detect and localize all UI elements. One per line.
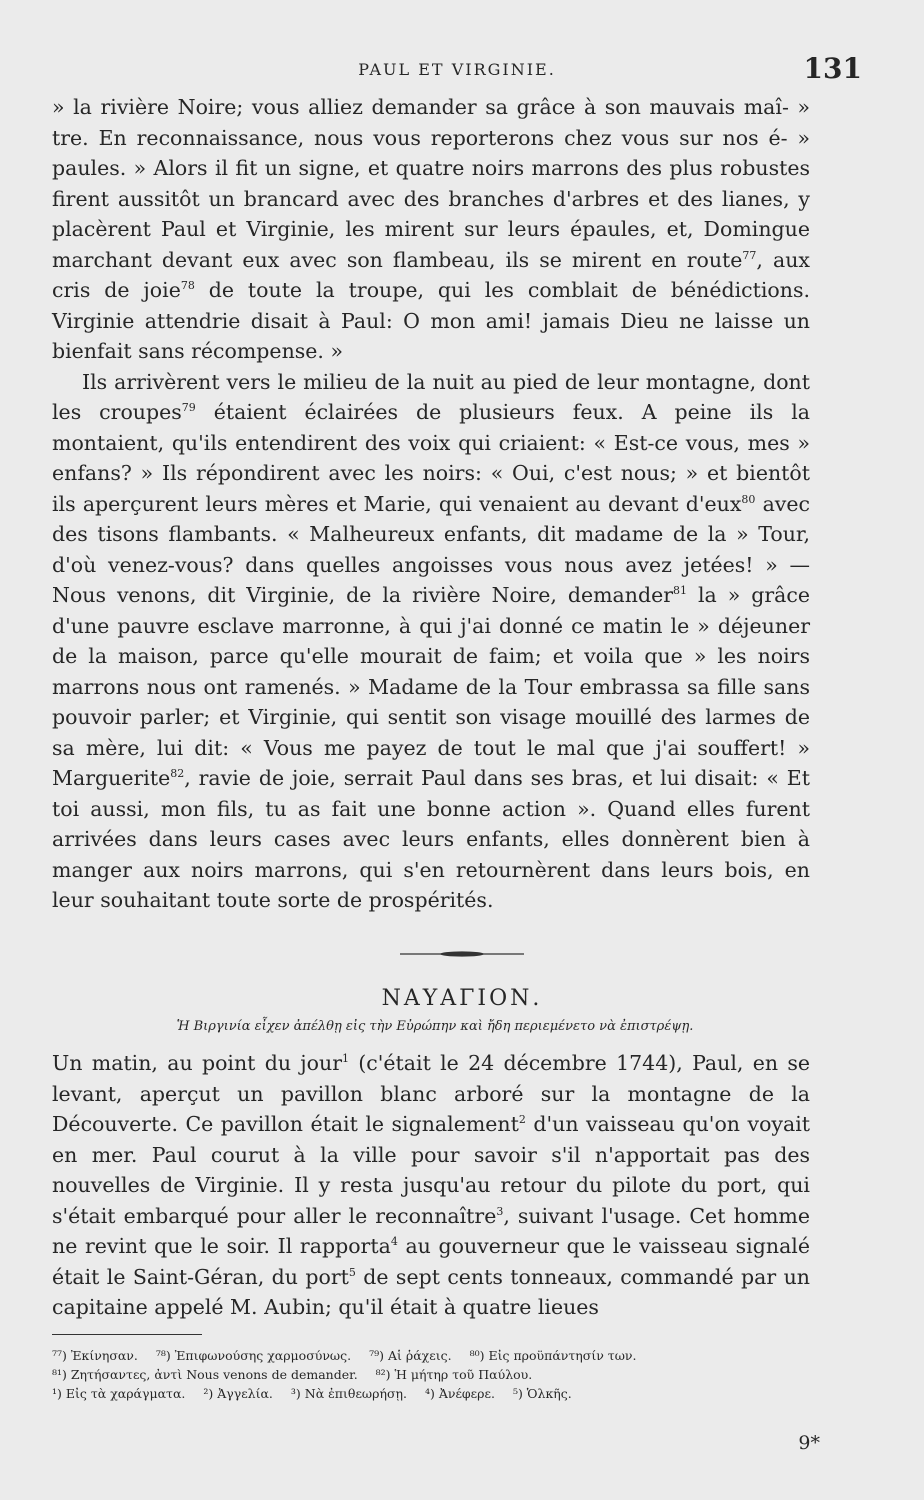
footnote: ⁷⁹) Αἱ ῥάχεις. <box>369 1348 452 1363</box>
footnote: ³) Νὰ ἐπιθεωρήσῃ. <box>290 1386 407 1401</box>
footnote: ⁴) Ἀνέφερε. <box>424 1386 495 1401</box>
footnote: ⁸¹) Ζητήσαντες, ἀντὶ Nous venons de demander. <box>52 1367 358 1382</box>
running-title: PAUL ET VIRGINIE. <box>358 60 556 79</box>
footnotes <box>52 1346 817 1403</box>
footnote: ⁸⁰) Εἰς προϋπάντησίν των. <box>469 1348 637 1363</box>
footnote: ⁷⁷) Ἐκίνησαν. <box>52 1348 138 1363</box>
footnote: ¹) Εἰς τὰ χαράγματα. <box>52 1386 186 1401</box>
paragraph: » la rivière Noire; vous alliez demander sa grâce à son mauvais maî- » tre. En reconnaissance, nous vous reporterons chez vous sur nos é- » paules. » Alors il fit un signe, et quatre noirs marrons des plus robustes firent aussitôt un brancard avec des branches d'arbres et des lianes, y placèrent Paul et Virginie, les mirent sur leurs épaules, et, Domingue marchant devant eux avec son flambeau, ils se mirent en route$^{77}$, aux cris de joie$^{78}$ de toute la troupe, qui les comblait de bénédictions. Virginie attendrie disait à Paul: O mon ami! jamais Dieu ne laisse un bienfait sans récompense. » <box>52 95 810 363</box>
footnote-line <box>52 1365 817 1384</box>
footnote-line <box>52 1384 817 1403</box>
footnote-line <box>52 1346 817 1365</box>
section-gloss: Ἡ Βιργινία εἶχεν ἀπέλθῃ εἰς τὴν Εὐρώπην καὶ ἤδη περιεμένετο νὰ ἐπιστρέψῃ. <box>176 1019 694 1034</box>
footnote: ⁷⁸) Ἐπιφωνούσης χαρμοσύνως. <box>155 1348 352 1363</box>
footnote-rule <box>52 1334 202 1335</box>
page-header <box>52 52 862 86</box>
section-divider-ornament <box>400 951 524 957</box>
paragraph: Ils arrivèrent vers le milieu de la nuit au pied de leur montagne, dont les croupes$^{79}$ étaient éclairées de plusieurs feux. A peine ils la montaient, qu'ils entendirent des voix qui criaient: « Est-ce vous, mes » enfans? » Ils répondirent avec les noirs: « Oui, c'est nous; » et bientôt ils aperçurent leurs mères et Marie, qui venaient au devant d'eux$^{80}$ avec des tisons flambants. « Malheureux enfants, dit madame de la » Tour, d'où venez-vous? dans quelles angoisses vous nous avez jetées! » — Nous venons, dit Virginie, de la rivière Noire, demander$^{81}$ la » grâce d'une pauvre esclave marronne, à qui j'ai donné ce matin le » déjeuner de la maison, parce qu'elle mourait de faim; et voila que » les noirs marrons nous ont ramenés. » Madame de la Tour embrassa sa fille sans pouvoir parler; et Virginie, qui sentit son visage mouillé des larmes de sa mère, lui dit: « Vous me payez de tout le mal que j'ai souffert! » Marguerite$^{82}$, ravie de joie, serrait Paul dans ses bras, et lui disait: « Et toi aussi, mon fils, tu as fait une bonne action ». Quand elles furent arrivées dans leurs cases avec leurs enfants, elles donnèrent bien à manger aux noirs marrons, qui s'en retournèrent dans leurs bois, en leur souhaitant toute sorte de prospérités. <box>52 369 810 912</box>
section-title: ΝΑΥΑΓΙΟΝ. <box>381 986 543 1011</box>
footnote: ⁸²) Ἡ μήτηρ τοῦ Παύλου. <box>375 1367 533 1382</box>
section-text <box>52 1048 810 1323</box>
footnote: ²) Ἀγγελία. <box>203 1386 273 1401</box>
page-number: 131 <box>803 52 862 85</box>
paragraph: Un matin, au point du jour$^1$ (c'était le 24 décembre 1744), Paul, en se levant, aperçut un pavillon blanc arboré sur la montagne de la Découverte. Ce pavillon était le signalement$^2$ d'un vaisseau qu'on voyait en mer. Paul courut à la ville pour savoir s'il n'apportait pas des nouvelles de Virginie. Il y resta jusqu'au retour du pilote du port, qui s'était embarqué pour aller le reconnaître$^3$, suivant l'usage. Cet homme ne revint que le soir. Il rapporta$^4$ au gouverneur que le vaisseau signalé était le Saint-Géran, du port$^5$ de sept cents tonneaux, commandé par un capitaine appelé M. Aubin; qu'il était à quatre lieues <box>52 1051 811 1319</box>
body-text <box>52 92 810 916</box>
printer-signature: 9* <box>798 1432 820 1454</box>
footnote: ⁵) Ὁλκῆς. <box>512 1386 572 1401</box>
